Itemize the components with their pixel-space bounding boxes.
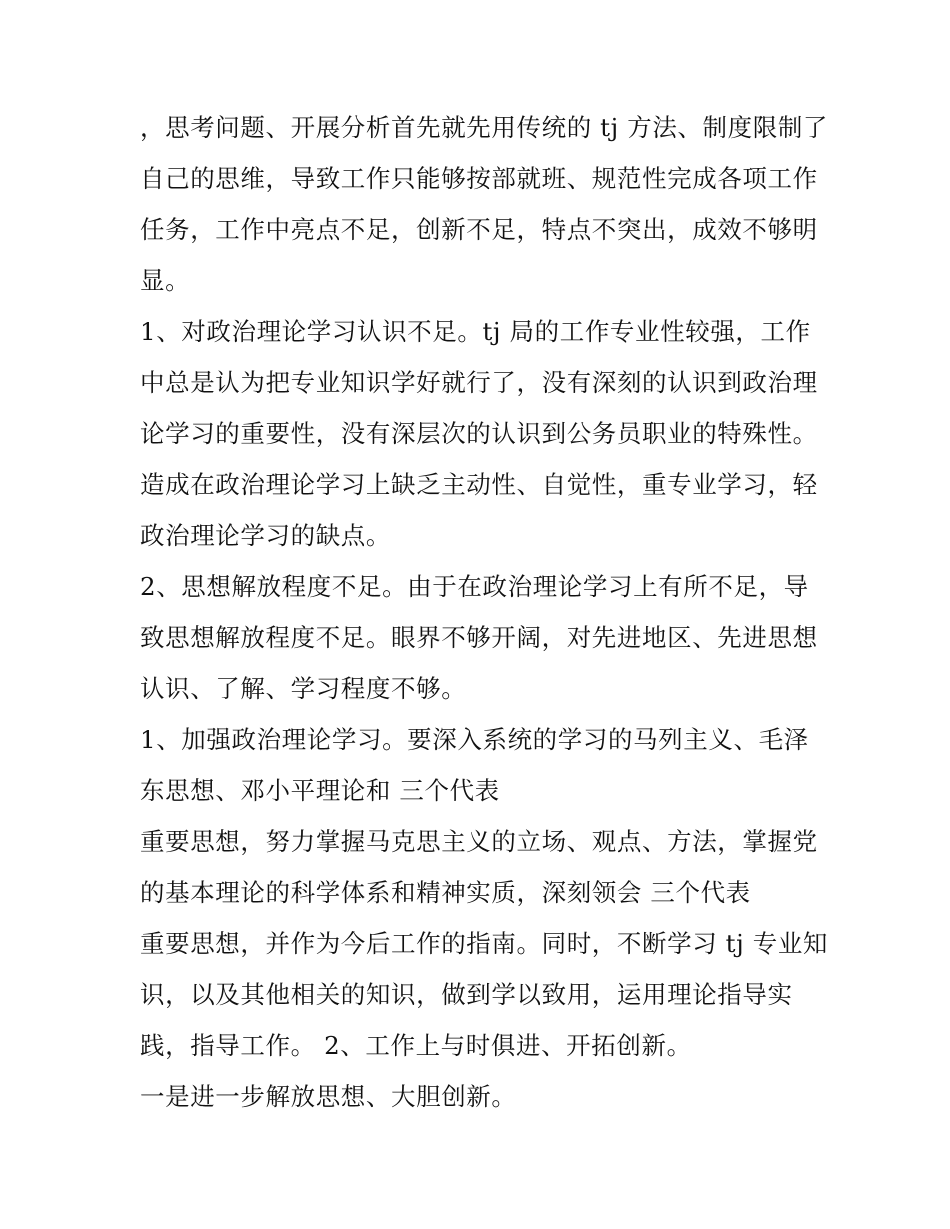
text-line: 东思想、邓小平理论和 三个代表 <box>140 776 500 805</box>
text-line: 认识、了解、学习程度不够。 <box>140 674 467 703</box>
text-line: 重要思想，并作为今后工作的指南。同时，不断学习 tj 专业知 <box>140 929 829 958</box>
text-line: ，思考问题、开展分析首先就先用传统的 tj 方法、制度限制了 <box>140 113 829 142</box>
text-line: 一是进一步解放思想、大胆创新。 <box>140 1082 517 1111</box>
text-line: 自己的思维，导致工作只能够按部就班、规范性完成各项工作 <box>140 164 818 193</box>
text-line: 践，指导工作。 2、工作上与时俱进、开拓创新。 <box>140 1031 692 1060</box>
text-line: 造成在政治理论学习上缺乏主动性、自觉性，重专业学习，轻 <box>140 470 818 499</box>
text-line: 2、思想解放程度不足。由于在政治理论学习上有所不足，导 <box>140 572 809 601</box>
text-line: 1、对政治理论学习认识不足。tj 局的工作专业性较强，工作 <box>140 317 811 346</box>
text-line: 中总是认为把专业知识学好就行了，没有深刻的认识到政治理 <box>140 368 818 397</box>
text-line: 显。 <box>140 266 191 295</box>
text-line: 致思想解放程度不足。眼界不够开阔，对先进地区、先进思想 <box>140 623 818 652</box>
text-line: 识，以及其他相关的知识，做到学以致用，运用理论指导实 <box>140 980 793 1009</box>
text-line: 论学习的重要性，没有深层次的认识到公务员职业的特殊性。 <box>140 419 818 448</box>
text-line: 的基本理论的科学体系和精神实质，深刻领会 三个代表 <box>140 878 751 907</box>
text-line: 1、加强政治理论学习。要深入系统的学习的马列主义、毛泽 <box>140 725 809 754</box>
text-line: 政治理论学习的缺点。 <box>140 521 391 550</box>
text-line: 重要思想，努力掌握马克思主义的立场、观点、方法，掌握党 <box>140 827 818 856</box>
text-line: 任务，工作中亮点不足，创新不足，特点不突出，成效不够明 <box>140 215 818 244</box>
